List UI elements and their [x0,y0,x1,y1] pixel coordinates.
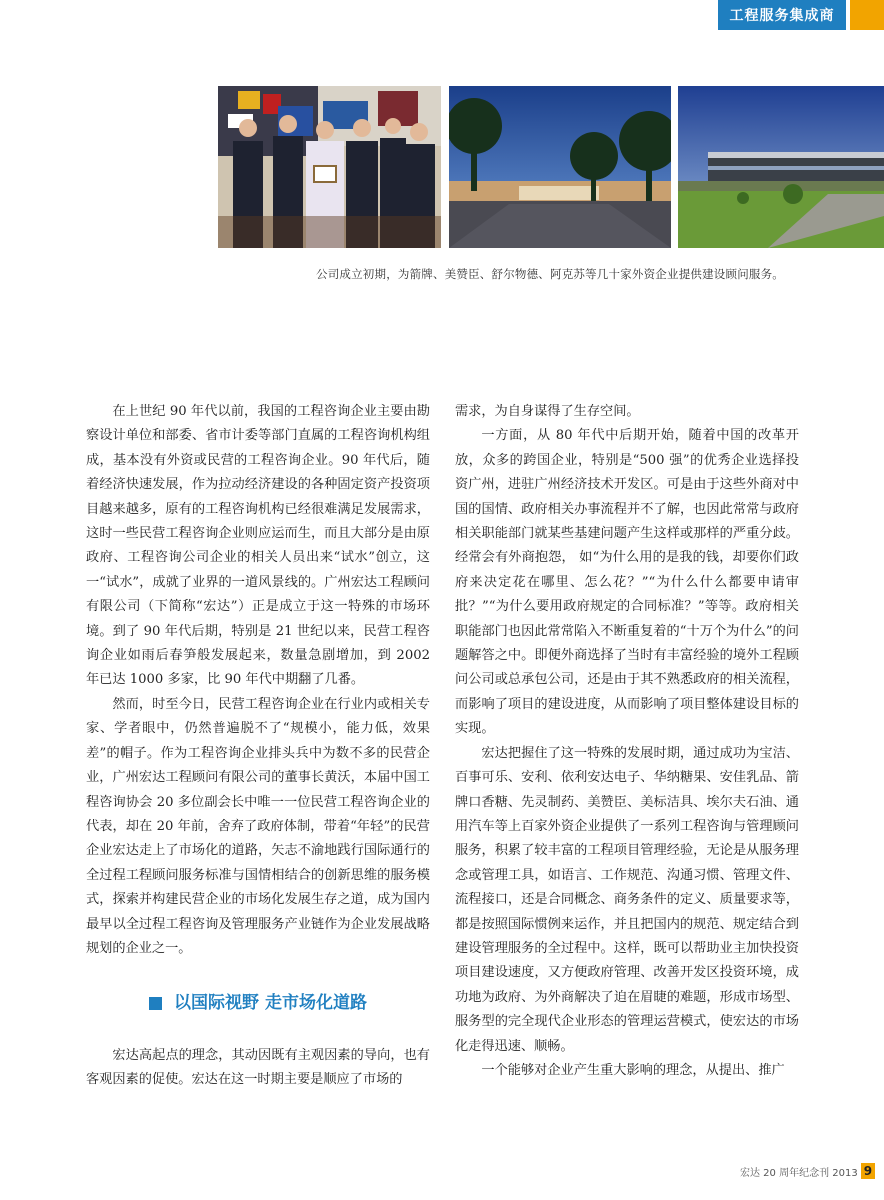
paragraph-continuation: 需求，为自身谋得了生存空间。 [455,404,640,419]
page-number: 9 [861,1163,875,1179]
paragraph: 在上世纪 90 年代以前，我国的工程咨询企业主要由勘察设计单位和部委、省市计委等部门直属的工程咨询机构组成，基本没有外资或民营的工程咨询企业。90 年代后，随着经济快速发展，作为拉动经济建设的各种固定资产投资项目越来越多，原有的工程咨询机构已经很难满足发展需求，这时一些民营工程咨询企业则应运而生，而且大部分是由原政府、工程咨询公司企业的相关人员出来“试水”创立，这一“试水”，成就了业界的一道风景线的。广州宏达工程顾问有限公司（下简称“宏达”）正是成立于这一特殊的市场环境。到了 90 年代后期，特别是 21 世纪以来，民营工程咨询企业如雨后春笋般发展起来，数量急剧增加，到 2002 年已达 1000 多家，比 90 年代中期翻了几番。 [86,404,430,688]
page-footer [740,1163,875,1179]
section-title: 工程服务集成商 [729,8,835,24]
section-title-tab [718,0,846,30]
photo-caption: 公司成立初期，为箭牌、美赞臣、舒尔物德、阿克苏等几十家外资企业提供建设顾问服务。 [316,267,784,281]
left-column [86,400,430,1093]
section-heading [86,991,430,1015]
factory-entrance-icon [449,86,671,248]
header-accent-block [850,0,884,30]
paragraph: 宏达高起点的理念，其动因既有主观因素的导向，也有客观因素的促使。宏达在这一时期主要是顺应了市场的 [86,1047,430,1088]
factory-building-icon [678,86,884,248]
paragraph: 一方面，从 80 年代中后期开始，随着中国的改革开放，众多的跨国企业，特别是“500 强”的优秀企业选择投资广州，进驻广州经济技术开发区。可是由于这些外商对中国的国情、政府相关办事流程并不了解，也因此常常与政府相关职能部门就某些基建问题产生这样或那样的严重分歧。经常会有外商抱怨， 如“为什么用的是我的钱，却要你们政府来决定花在哪里、怎么花？”“为什么什么都要申请审批？”“为什么要用政府规定的合同标准？”等等。政府相关职能部门也因此常常陷入不断重复着的“十万个为什么”的问题解答之中。即便外商选择了当时有丰富经验的境外工程顾问公司或总承包公司，还是由于其不熟悉政府的相关流程，而影响了项目的建设进度，从而影响了项目整体建设目标的实现。 [455,428,799,737]
group-photo-icon [218,86,441,248]
paragraph: 宏达把握住了这一特殊的发展时期，通过成功为宝洁、百事可乐、安利、依利安达电子、华纳糖果、安佳乳品、箭牌口香糖、先灵制药、美赞臣、美标洁具、埃尔夫石油、通用汽车等上百家外资企业提供了一系列工程咨询与管理顾问服务，积累了较丰富的工程项目管理经验，无论是从服务理念或管理工具，如语言、工作规范、沟通习惯、管理文件、流程接口，还是合同概念、商务条件的定义、质量要求等，都是按照国际惯例来运作，并且把国内的规范、规定结合到建设管理服务的全过程中。这样，既可以帮助业主加快投资项目建设速度，又方便政府管理、改善开发区投资环境，成功地为政府、为外商解决了迫在眉睫的难题，形成市场型、服务型的完全现代企业形态的管理运营模式，使宏达的市场化走得迅速、顺畅。 [455,745,799,1054]
square-bullet-icon [149,997,162,1010]
right-column [455,400,799,1083]
section-heading-text: 以国际视野 走市场化道路 [174,993,367,1014]
paragraph: 一个能够对企业产生重大影响的理念，从提出、推广 [481,1062,785,1078]
paragraph: 然而，时至今日，民营工程咨询企业在行业内或相关专家、学者眼中，仍然普遍脱不了“规模小，能力低，效果差”的帽子。作为工程咨询企业排头兵中为数不多的民营企业，广州宏达工程顾问有限公司的董事长黄沃，本届中国工程咨询协会 20 多位副会长中唯一一位民营工程咨询企业的代表，却在 20 年前，舍弃了政府体制，带着“年轻”的民营企业宏达走上了市场化的道路，矢志不渝地践行国际通行的全过程工程顾问服务标准与国情相结合的创新思维的服务模式，探索并构建民营企业的市场化发展生存之道，成为国内最早以全过程工程咨询及管理服务产业链作为企业发展战略规划的企业之一。 [86,696,430,956]
journal-name: 宏达 20 周年纪念刊 2013 [740,1167,858,1179]
